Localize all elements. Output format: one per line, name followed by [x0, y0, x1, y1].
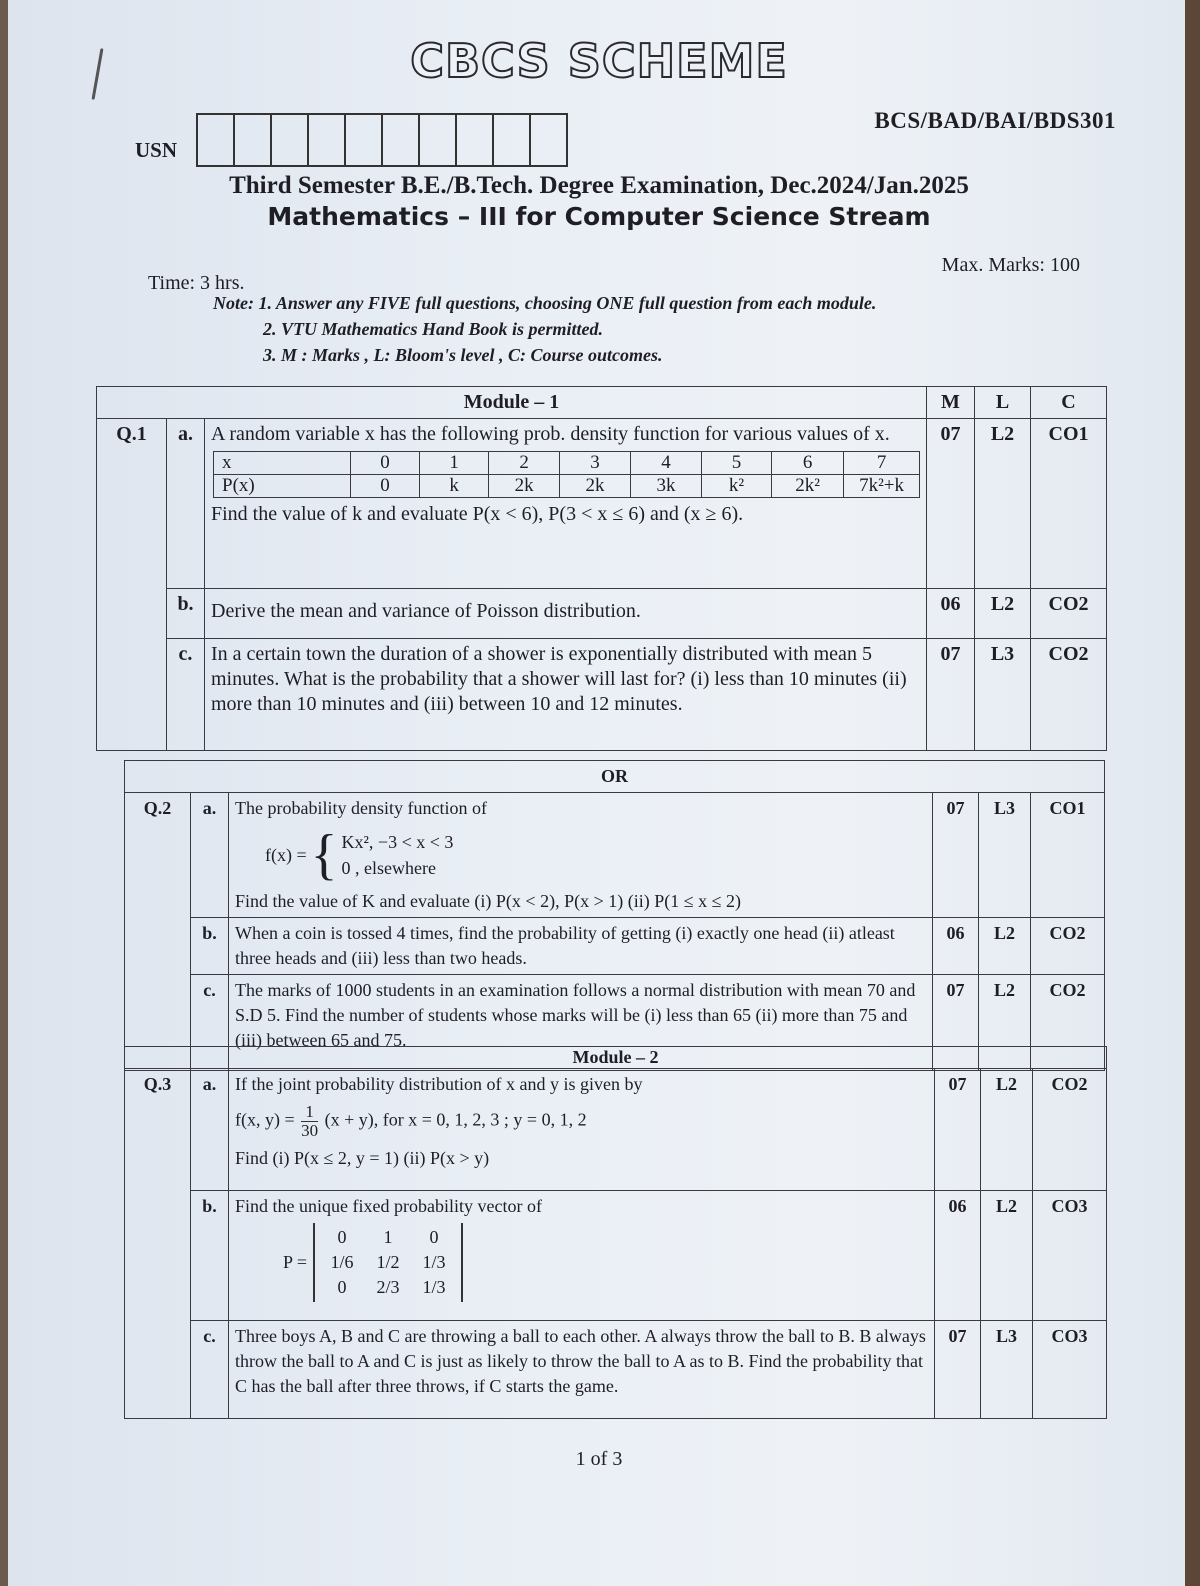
blooms-level: L2 [981, 1191, 1033, 1321]
question-text [229, 1191, 935, 1321]
course-outcome: CO2 [1031, 975, 1105, 1071]
case-1: Kx², −3 < x < 3 [341, 832, 454, 852]
q2a-find: Find the value of K and evaluate (i) P(x < 2), P(x > 1) (ii) P(1 ≤ x ≤ 2) [235, 891, 741, 911]
course-outcome: CO1 [1031, 793, 1105, 918]
matrix-cell: 0 [429, 1227, 439, 1247]
col-c-header: C [1031, 387, 1107, 419]
table-cell: 2 [489, 452, 560, 475]
course-outcome: CO2 [1031, 639, 1107, 751]
q3a-intro: If the joint probability distribution of x and y is given by [235, 1074, 643, 1094]
course-outcome: CO2 [1033, 1069, 1107, 1191]
table-row [214, 475, 920, 498]
blooms-level: L2 [981, 1069, 1033, 1191]
marks: 07 [927, 639, 975, 751]
table-cell: 2k [489, 475, 560, 498]
table-cell: 7 [844, 452, 920, 475]
q1c-text: In a certain town the duration of a shower is exponentially distributed with mean 5 minutes. What is the probability that a shower will last for? (i) less than 10 minutes (ii) more than 10 minutes and (iii) between 10 and 12 minutes. [205, 639, 927, 751]
probability-table [213, 451, 920, 498]
usn-box [381, 113, 420, 167]
q1b-text: Derive the mean and variance of Poisson distribution. [205, 589, 927, 639]
usn-boxes [198, 113, 568, 167]
q1a-text: A random variable x has the following prob. density function for various values of x. [211, 423, 890, 445]
table-row [214, 452, 920, 475]
question-2-table [124, 760, 1105, 1071]
marks: 07 [935, 1321, 981, 1419]
marks: 07 [933, 975, 979, 1071]
course-outcome: CO2 [1031, 918, 1105, 975]
question-text [229, 793, 933, 918]
usn-box [418, 113, 457, 167]
scheme-title: CBCS SCHEME [410, 34, 788, 88]
blooms-level: L2 [979, 975, 1031, 1071]
col-m-header: M [927, 387, 975, 419]
or-divider: OR [125, 761, 1105, 793]
course-outcome: CO1 [1031, 419, 1107, 589]
matrix-cell: 1/6 [330, 1252, 354, 1272]
joint-formula [235, 1103, 928, 1140]
question-number: Q.1 [97, 419, 167, 751]
usn-box [455, 113, 494, 167]
instructions [213, 290, 876, 368]
part-label: b. [191, 1191, 229, 1321]
q2c-text: The marks of 1000 students in an examination follows a normal distribution with mean 70 and S.D 5. Find the number of students whose marks will be (i) less than 65 (ii) more than 75 and (iii) between 65 and 75. [229, 975, 933, 1071]
table-cell: 2k² [772, 475, 844, 498]
usn-box [196, 113, 235, 167]
q3a-find: Find (i) P(x ≤ 2, y = 1) (ii) P(x > y) [235, 1148, 490, 1168]
module-2-title: Module – 2 [125, 1047, 1107, 1069]
matrix-cell: 2/3 [376, 1277, 400, 1297]
table-cell: 3k [631, 475, 702, 498]
module-2-table [124, 1046, 1107, 1419]
fraction-numerator: 1 [301, 1103, 318, 1122]
q2b-text: When a coin is tossed 4 times, find the probability of getting (i) exactly one head (ii) atleast three heads and (iii) less than two heads. [229, 918, 933, 975]
course-outcome: CO3 [1033, 1321, 1107, 1419]
q1a-find: Find the value of k and evaluate P(x < 6), P(3 < x ≤ 6) and (x ≥ 6). [211, 503, 744, 525]
exam-title: Third Semester B.E./B.Tech. Degree Examination, Dec.2024/Jan.2025 [229, 172, 969, 199]
part-label: c. [167, 639, 205, 751]
q3b-intro: Find the unique fixed probability vector of [235, 1196, 542, 1216]
usn-box [307, 113, 346, 167]
table-cell: 3 [560, 452, 631, 475]
pdf-formula [265, 824, 926, 886]
marks: 06 [927, 589, 975, 639]
blooms-level: L2 [975, 419, 1031, 589]
part-label: b. [167, 589, 205, 639]
part-label: a. [191, 793, 229, 918]
part-label: a. [167, 419, 205, 589]
matrix-cell: 1/2 [376, 1252, 400, 1272]
matrix-block [283, 1223, 928, 1302]
fraction-denominator: 30 [301, 1121, 319, 1140]
table-cell: x [214, 452, 351, 475]
fx-label: f(x) = [265, 844, 307, 865]
formula-rest: (x + y), for x = 0, 1, 2, 3 ; y = 0, 1, 2 [324, 1109, 587, 1130]
part-label: a. [191, 1069, 229, 1191]
blooms-level: L3 [981, 1321, 1033, 1419]
usn-box [492, 113, 531, 167]
subject-code: BCS/BAD/BAI/BDS301 [874, 108, 1116, 133]
question-number: Q.3 [125, 1069, 191, 1419]
table-cell: 0 [350, 452, 419, 475]
question-text [229, 1069, 935, 1191]
background-edge [1185, 0, 1200, 1586]
course-outcome: CO3 [1033, 1191, 1107, 1321]
marks: 06 [933, 918, 979, 975]
part-label: c. [191, 975, 229, 1071]
q2a-intro: The probability density function of [235, 798, 487, 818]
time-label: Time: 3 hrs. [148, 272, 245, 294]
table-cell: 4 [631, 452, 702, 475]
table-cell: k [420, 475, 489, 498]
blooms-level: L3 [979, 793, 1031, 918]
usn-box [270, 113, 309, 167]
max-marks: Max. Marks: 100 [941, 254, 1080, 276]
matrix-cell: 0 [337, 1227, 347, 1247]
matrix-cell: 1/3 [422, 1277, 446, 1297]
usn-box [233, 113, 272, 167]
table-cell: P(x) [214, 475, 351, 498]
note-3: 3. M : Marks , L: Bloom's level , C: Course outcomes. [263, 345, 663, 365]
question-number: Q.2 [125, 793, 191, 1071]
marks: 07 [927, 419, 975, 589]
note-1: Note: 1. Answer any FIVE full questions, choosing ONE full question from each module. [213, 293, 877, 313]
exam-paper [8, 0, 1190, 1586]
page-number: 1 of 3 [575, 1448, 623, 1470]
transition-matrix [313, 1223, 463, 1302]
q3c-text: Three boys A, B and C are throwing a ball to each other. A always throw the ball to B. B always throw the ball to A and C is just as likely to throw the ball to A as to B. Find the probability that C has the ball after three throws, if C starts the game. [229, 1321, 935, 1419]
fxy-label: f(x, y) = [235, 1109, 295, 1130]
subject-title: Mathematics – III for Computer Science Stream [267, 202, 931, 231]
case-2: 0 , elsewhere [341, 858, 436, 878]
marks: 07 [933, 793, 979, 918]
table-cell: 6 [772, 452, 844, 475]
matrix-cell: 1/3 [422, 1252, 446, 1272]
table-cell: 1 [420, 452, 489, 475]
table-cell: 7k²+k [844, 475, 920, 498]
fraction [301, 1103, 318, 1140]
course-outcome: CO2 [1031, 589, 1107, 639]
blooms-level: L2 [979, 918, 1031, 975]
blooms-level: L3 [975, 639, 1031, 751]
marks: 06 [935, 1191, 981, 1321]
blooms-level: L2 [975, 589, 1031, 639]
module-1-table [96, 386, 1107, 751]
table-cell: 0 [350, 475, 419, 498]
matrix-cell: 1 [383, 1227, 393, 1247]
marks: 07 [935, 1069, 981, 1191]
table-cell: 2k [560, 475, 631, 498]
module-1-title: Module – 1 [97, 387, 927, 419]
question-text [205, 419, 927, 589]
usn-label: USN [135, 138, 178, 162]
table-cell: k² [701, 475, 771, 498]
table-cell: 5 [701, 452, 771, 475]
brace-glyph: { [310, 824, 338, 886]
matrix-cell: 0 [337, 1277, 347, 1297]
usn-box [529, 113, 568, 167]
col-l-header: L [975, 387, 1031, 419]
usn-box [344, 113, 383, 167]
matrix-label: P = [283, 1252, 307, 1272]
part-label: c. [191, 1321, 229, 1419]
part-label: b. [191, 918, 229, 975]
note-2: 2. VTU Mathematics Hand Book is permitted. [263, 319, 604, 339]
